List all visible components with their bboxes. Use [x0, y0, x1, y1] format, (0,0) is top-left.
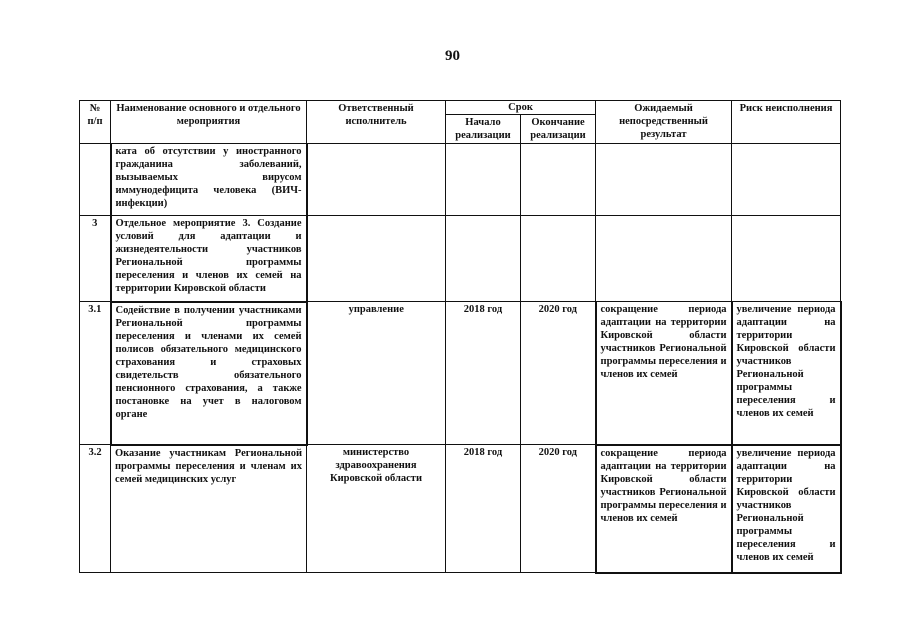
row-num: 3.2: [80, 445, 111, 573]
header-term: Срок: [446, 101, 596, 115]
row-end: 2020 год: [521, 445, 596, 573]
row-executor: управление: [307, 302, 446, 445]
header-start: Начало реализации: [446, 115, 521, 144]
row-end: [521, 144, 596, 216]
table-row: [80, 445, 841, 573]
row-risk: [732, 144, 841, 216]
table-row: [80, 302, 841, 445]
header-end: Окончание реализации: [521, 115, 596, 144]
header-result: Ожидаемый непосредственный результат: [596, 101, 732, 144]
row-end: [521, 216, 596, 302]
row-name: ката об отсутствии у иностранного гражданина заболеваний, вызываемых вирусом иммунодефицита человека (ВИЧ-инфекции): [111, 144, 307, 216]
row-result: сокращение периода адаптации на территории Кировской области участников Региональной программы переселения и членов их семей: [596, 302, 732, 445]
table-row: [80, 144, 841, 216]
row-executor: министерство здравоохранения Кировской области: [307, 445, 446, 573]
row-num: 3.1: [80, 302, 111, 445]
row-start: 2018 год: [446, 302, 521, 445]
row-num: [80, 144, 111, 216]
table-row: [80, 216, 841, 302]
row-start: [446, 144, 521, 216]
activities-table: [79, 100, 842, 574]
row-start: [446, 216, 521, 302]
page-number: 90: [445, 48, 460, 64]
row-result: сокращение периода адаптации на территории Кировской области участников Региональной программы переселения и членов их семей: [596, 445, 732, 573]
row-end: 2020 год: [521, 302, 596, 445]
header-name: Наименование основного и отдельного мероприятия: [111, 101, 307, 144]
row-executor: [307, 216, 446, 302]
row-num: 3: [80, 216, 111, 302]
row-risk: увеличение периода адаптации на территории Кировской области участников Региональной программы переселения и членов их семей: [732, 302, 841, 445]
row-executor: [307, 144, 446, 216]
header-executor: Ответственный исполнитель: [307, 101, 446, 144]
row-risk: [732, 216, 841, 302]
row-name: Отдельное мероприятие 3. Создание условий для адаптации и жизнедеятельности участников Региональной программы переселения и членов их семей на территории Кировской области: [111, 216, 307, 302]
header-risk: Риск неисполнения: [732, 101, 841, 144]
row-name: Оказание участникам Региональной программы переселения и членам их семей медицинских услуг: [111, 445, 307, 573]
row-result: [596, 144, 732, 216]
row-start: 2018 год: [446, 445, 521, 573]
header-row: [80, 101, 841, 115]
row-result: [596, 216, 732, 302]
row-name: Содействие в получении участниками Региональной программы переселения и членами их семей полисов обязательного медицинского страхования и страховых свидетельств обязательного пенсионного страхования, а также постановке на учет в налоговом органе: [111, 302, 307, 445]
row-risk: увеличение периода адаптации на территории Кировской области участников Региональной программы переселения и членов их семей: [732, 445, 841, 573]
header-num: № п/п: [80, 101, 111, 144]
